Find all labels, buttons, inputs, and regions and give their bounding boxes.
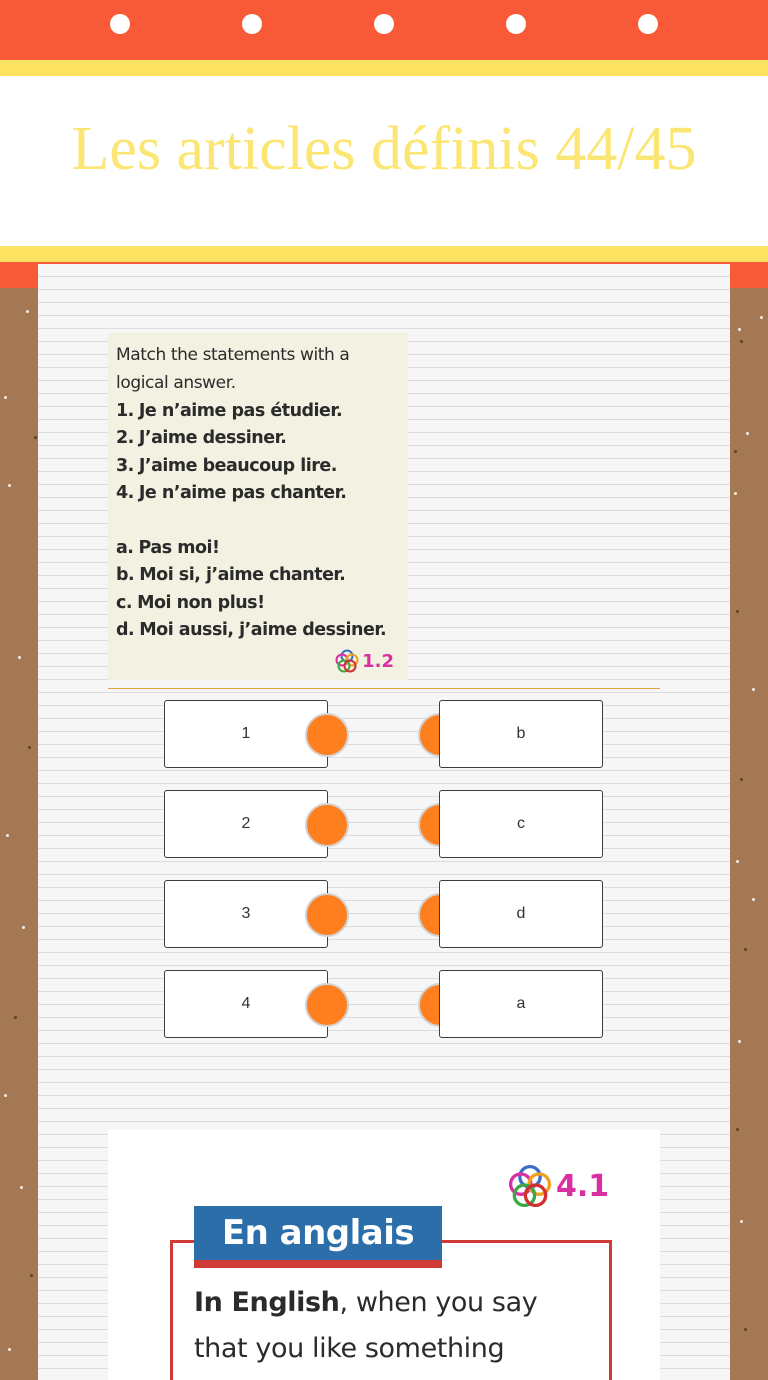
card-label: 3 — [241, 905, 251, 922]
statement-2: 2. J’aime dessiner. — [116, 428, 287, 448]
card-label: b — [516, 725, 526, 742]
match-left-card[interactable] — [164, 790, 328, 858]
card-label: a — [516, 995, 526, 1012]
match-right-card[interactable] — [439, 790, 603, 858]
top-band — [0, 0, 768, 60]
match-right-card[interactable] — [439, 700, 603, 768]
reference-number: 4.1 — [556, 1168, 610, 1204]
statement-3: 3. J’aime beaucoup lire. — [116, 456, 337, 476]
band-dot — [374, 14, 394, 34]
page-title: Les articles définis 44/45 — [71, 115, 697, 183]
answer-a: a. Pas moi! — [116, 538, 220, 558]
match-left-card[interactable] — [164, 970, 328, 1038]
band-dot — [110, 14, 130, 34]
exercise-instructions: Match the statements with a logical answer. — [116, 345, 350, 393]
answer-d: d. Moi aussi, j’aime dessiner. — [116, 620, 387, 640]
match-left-card[interactable] — [164, 880, 328, 948]
textbook-exercise — [108, 333, 408, 680]
band-dot — [638, 14, 658, 34]
card-label: 2 — [241, 815, 251, 832]
grammar-box-title: En anglais — [194, 1206, 442, 1268]
match-right-card[interactable] — [439, 970, 603, 1038]
yellow-stripe — [0, 60, 768, 76]
match-right-card[interactable] — [439, 880, 603, 948]
match-left-connector[interactable] — [305, 893, 349, 937]
match-left-connector[interactable] — [305, 803, 349, 847]
grammar-text: In English, when you say that you like something — [194, 1287, 538, 1364]
card-label: 4 — [241, 995, 251, 1012]
card-label: d — [516, 905, 526, 922]
flower-icon — [506, 1162, 554, 1210]
match-left-card[interactable] — [164, 700, 328, 768]
textbook-reference — [334, 648, 394, 674]
match-left-connector[interactable] — [305, 713, 349, 757]
reference-number: 1.2 — [362, 650, 394, 672]
answer-c: c. Moi non plus! — [116, 593, 265, 613]
band-dot — [506, 14, 526, 34]
band-dot — [242, 14, 262, 34]
yellow-stripe — [0, 246, 768, 262]
grammar-reference — [506, 1162, 609, 1210]
card-label: 1 — [241, 725, 251, 742]
answer-b: b. Moi si, j’aime chanter. — [116, 565, 346, 585]
divider — [108, 688, 660, 689]
match-left-connector[interactable] — [305, 983, 349, 1027]
flower-icon — [334, 648, 360, 674]
statement-4: 4. Je n’aime pas chanter. — [116, 483, 347, 503]
statement-1: 1. Je n’aime pas étudier. — [116, 401, 343, 421]
card-label: c — [517, 815, 525, 832]
textbook-grammar-note — [108, 1130, 660, 1380]
